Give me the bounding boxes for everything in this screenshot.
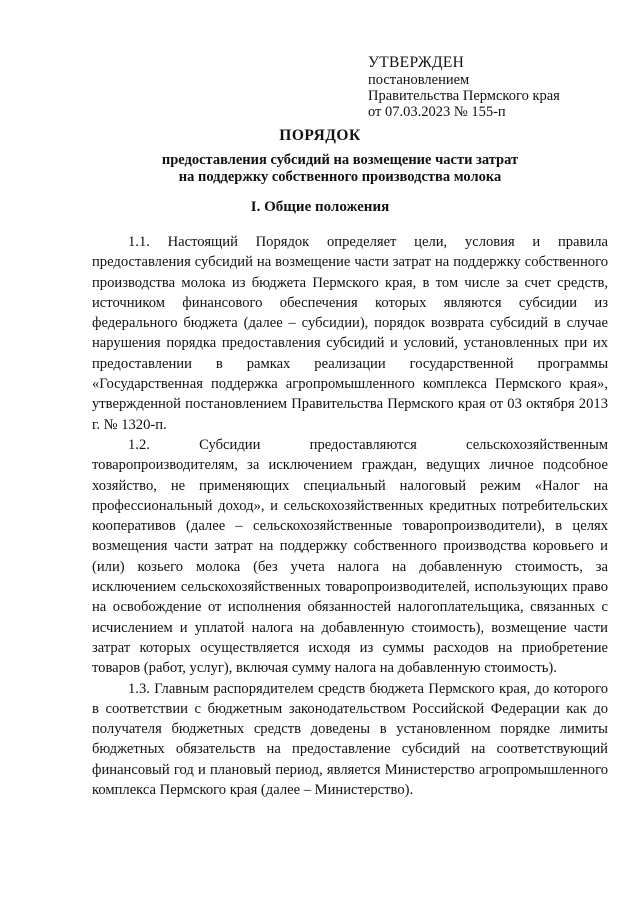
approval-heading: УТВЕРЖДЕН <box>368 54 465 71</box>
document-title: ПОРЯДОК <box>279 127 361 144</box>
document-body <box>92 232 608 800</box>
subtitle-line-2: на поддержку собственного производства молока <box>178 169 502 185</box>
approval-line-2: Правительства Пермского края <box>368 88 560 104</box>
approval-stamp <box>368 54 608 120</box>
approval-line-1: постановлением <box>368 72 470 88</box>
paragraph-1-1: 1.1. Настоящий Порядок определяет цели, условия и правила предоставления субсидий на возмещение части затрат на поддержку собственного производства молока из бюджета Пермского края, в том числе за счет средств, источником финансового обеспечения которых являются субсидии из федерального бюджета (далее – субсидии), порядок возврата субсидий в случае нарушения порядка предоставления субсидий и условий, установленных при их предоставлении в рамках реализации государственной программы «Государственная поддержка агропромышленного комплекса Пермского края», утвержденной постановлением Правительства Пермского края от 03 октября 2013 г. № 1320-п. <box>92 234 608 433</box>
paragraph-1-2: 1.2. Субсидии предоставляются сельскохозяйственным товаропроизводителям, за исключением граждан, ведущих личное подсобное хозяйство, не применяющих специальный налоговый режим «Налог на профессиональный доход», и сельскохозяйственных кредитных потребительских кооперативов (далее – сельскохозяйственные товаропроизводители), в целях возмещения части затрат на поддержку собственного производства коровьего и (или) козьего молока (без учета налога на добавленную стоимость, за исключением сельскохозяйственных товаропроизводителей, использующих право на освобождение от исполнения обязанностей налогоплательщика, связанных с исчислением и уплатой налога на добавленную стоимость), возмещение части затрат которых осуществляется исходя из суммы расходов на приобретение товаров (работ, услуг), включая сумму налога на добавленную стоимость). <box>92 436 608 677</box>
section-heading: I. Общие положения <box>250 199 390 215</box>
approval-line-3: от 07.03.2023 № 155-п <box>368 104 506 120</box>
document-subtitle <box>60 152 620 186</box>
subtitle-line-1: предоставления субсидий на возмещение части затрат <box>161 152 519 168</box>
paragraph-1-3: 1.3. Главным распорядителем средств бюджета Пермского края, до которого в соответствии с бюджетным законодательством Российской Федерации как до получателя бюджетных средств доведены в установленном порядке лимиты бюджетных обязательств на предоставление субсидий на соответствующий финансовый год и плановый период, является Министерство агропромышленного комплекса Пермского края (далее – Министерство). <box>92 680 608 799</box>
